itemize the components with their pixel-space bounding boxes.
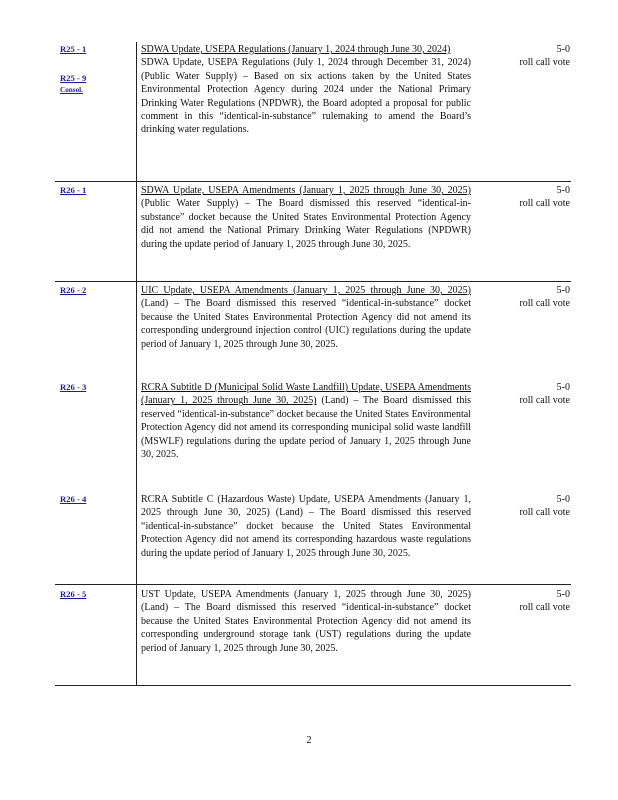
docket-link[interactable]: R26 - 1 <box>60 185 87 195</box>
column-divider <box>136 42 137 685</box>
vote-count: 5-0 <box>556 285 570 296</box>
vote-type: roll call vote <box>519 198 570 210</box>
vote-count: 5-0 <box>556 185 570 196</box>
row-body: (Land) – The Board dismissed this reserved “identical-in-substance” docket because the United States Environmental Protection Agency did not amend its corresponding underground injection control (UIC) regulations during the update period of January 1, 2025 through June 30, 2025. <box>141 298 471 350</box>
row-title: UIC Update, USEPA Amendments (January 1, 2025 through June 30, 2025) <box>141 285 471 296</box>
vote-type: roll call vote <box>519 57 570 69</box>
docket-link[interactable]: R25 - 9 <box>60 73 87 83</box>
docket-link[interactable]: R26 - 5 <box>60 589 87 599</box>
docket-link[interactable]: R26 - 2 <box>60 285 87 295</box>
row-divider <box>55 584 571 585</box>
docket-link[interactable]: R26 - 3 <box>60 382 87 392</box>
row-description <box>141 381 471 461</box>
row-body: (Public Water Supply) – Based on six actions taken by the United States Environmental Protection Agency during 2024 under the National Primary Drinking Water Regulations (NPDWR), the Board adopted a proposal for public comment in this “identical-in-substance” rulemaking to amend the Board’s drinking water regulations. <box>141 70 471 136</box>
row-body: RCRA Subtitle C (Hazardous Waste) Update, USEPA Amendments (January 1, 2025 through June 30, 2025) (Land) – The Board dismissed this reserved “identical-in-substance” docket because the United States Environmental Protection Agency did not amend its corresponding hazardous waste regulations during the update period of January 1, 2025 through June 30, 2025. <box>141 494 471 559</box>
table-bottom-border <box>55 685 571 686</box>
vote-type: roll call vote <box>519 507 570 519</box>
docket-link[interactable]: R25 - 1 <box>60 44 87 54</box>
vote-cell <box>493 381 570 408</box>
vote-type: roll call vote <box>519 395 570 407</box>
vote-type: roll call vote <box>519 602 570 614</box>
row-second-title: SDWA Update, USEPA Regulations (July 1, 2024 through December 31, 2024) <box>141 57 471 69</box>
vote-cell <box>493 588 570 615</box>
row-description <box>141 43 471 137</box>
docket-link[interactable]: R26 - 4 <box>60 494 87 504</box>
vote-cell <box>493 493 570 520</box>
row-title: SDWA Update, USEPA Amendments (January 1, 2025 through June 30, 2025) <box>141 185 471 196</box>
docket-link[interactable]: Consol. <box>60 86 83 94</box>
row-description <box>141 184 471 251</box>
vote-cell <box>493 43 570 70</box>
page-number: 2 <box>306 735 312 746</box>
row-divider <box>55 181 571 182</box>
row-description <box>141 493 471 560</box>
row-description <box>141 588 471 655</box>
vote-cell <box>493 184 570 211</box>
row-title: SDWA Update, USEPA Regulations (January 1, 2024 through June 30, 2024) <box>141 44 451 55</box>
vote-cell <box>493 284 570 311</box>
row-body: (Public Water Supply) – The Board dismissed this reserved “identical-in-substance” docket because the United States Environmental Protection Agency did not amend the National Primary Drinking Water Regulations (NPDWR) during the update period of January 1, 2025 through June 30, 2025. <box>141 198 471 250</box>
row-divider <box>55 281 571 282</box>
row-body: (Land) – The Board dismissed this reserved “identical-in-substance” docket because the United States Environmental Protection Agency did not amend its corresponding municipal solid waste landfill (MSWLF) regulations during the update period of January 1, 2025 through June 30, 2025. <box>141 395 471 461</box>
row-title: RCRA Subtitle D (Municipal Solid Waste Landfill) Update, USEPA Amendments (January 1, 2025 through June 30, 2025) <box>141 382 471 407</box>
vote-count: 5-0 <box>556 494 570 505</box>
row-body: UST Update, USEPA Amendments (January 1, 2025 through June 30, 2025) (Land) – The Board dismissed this reserved “identical-in-substance” docket because the United States Environmental Protection Agency did not amend its corresponding underground storage tank (UST) regulations during the update period of January 1, 2025 through June 30, 2025. <box>141 589 471 654</box>
row-description <box>141 284 471 351</box>
vote-count: 5-0 <box>556 382 570 393</box>
vote-type: roll call vote <box>519 298 570 310</box>
vote-count: 5-0 <box>556 44 570 55</box>
vote-count: 5-0 <box>556 589 570 600</box>
